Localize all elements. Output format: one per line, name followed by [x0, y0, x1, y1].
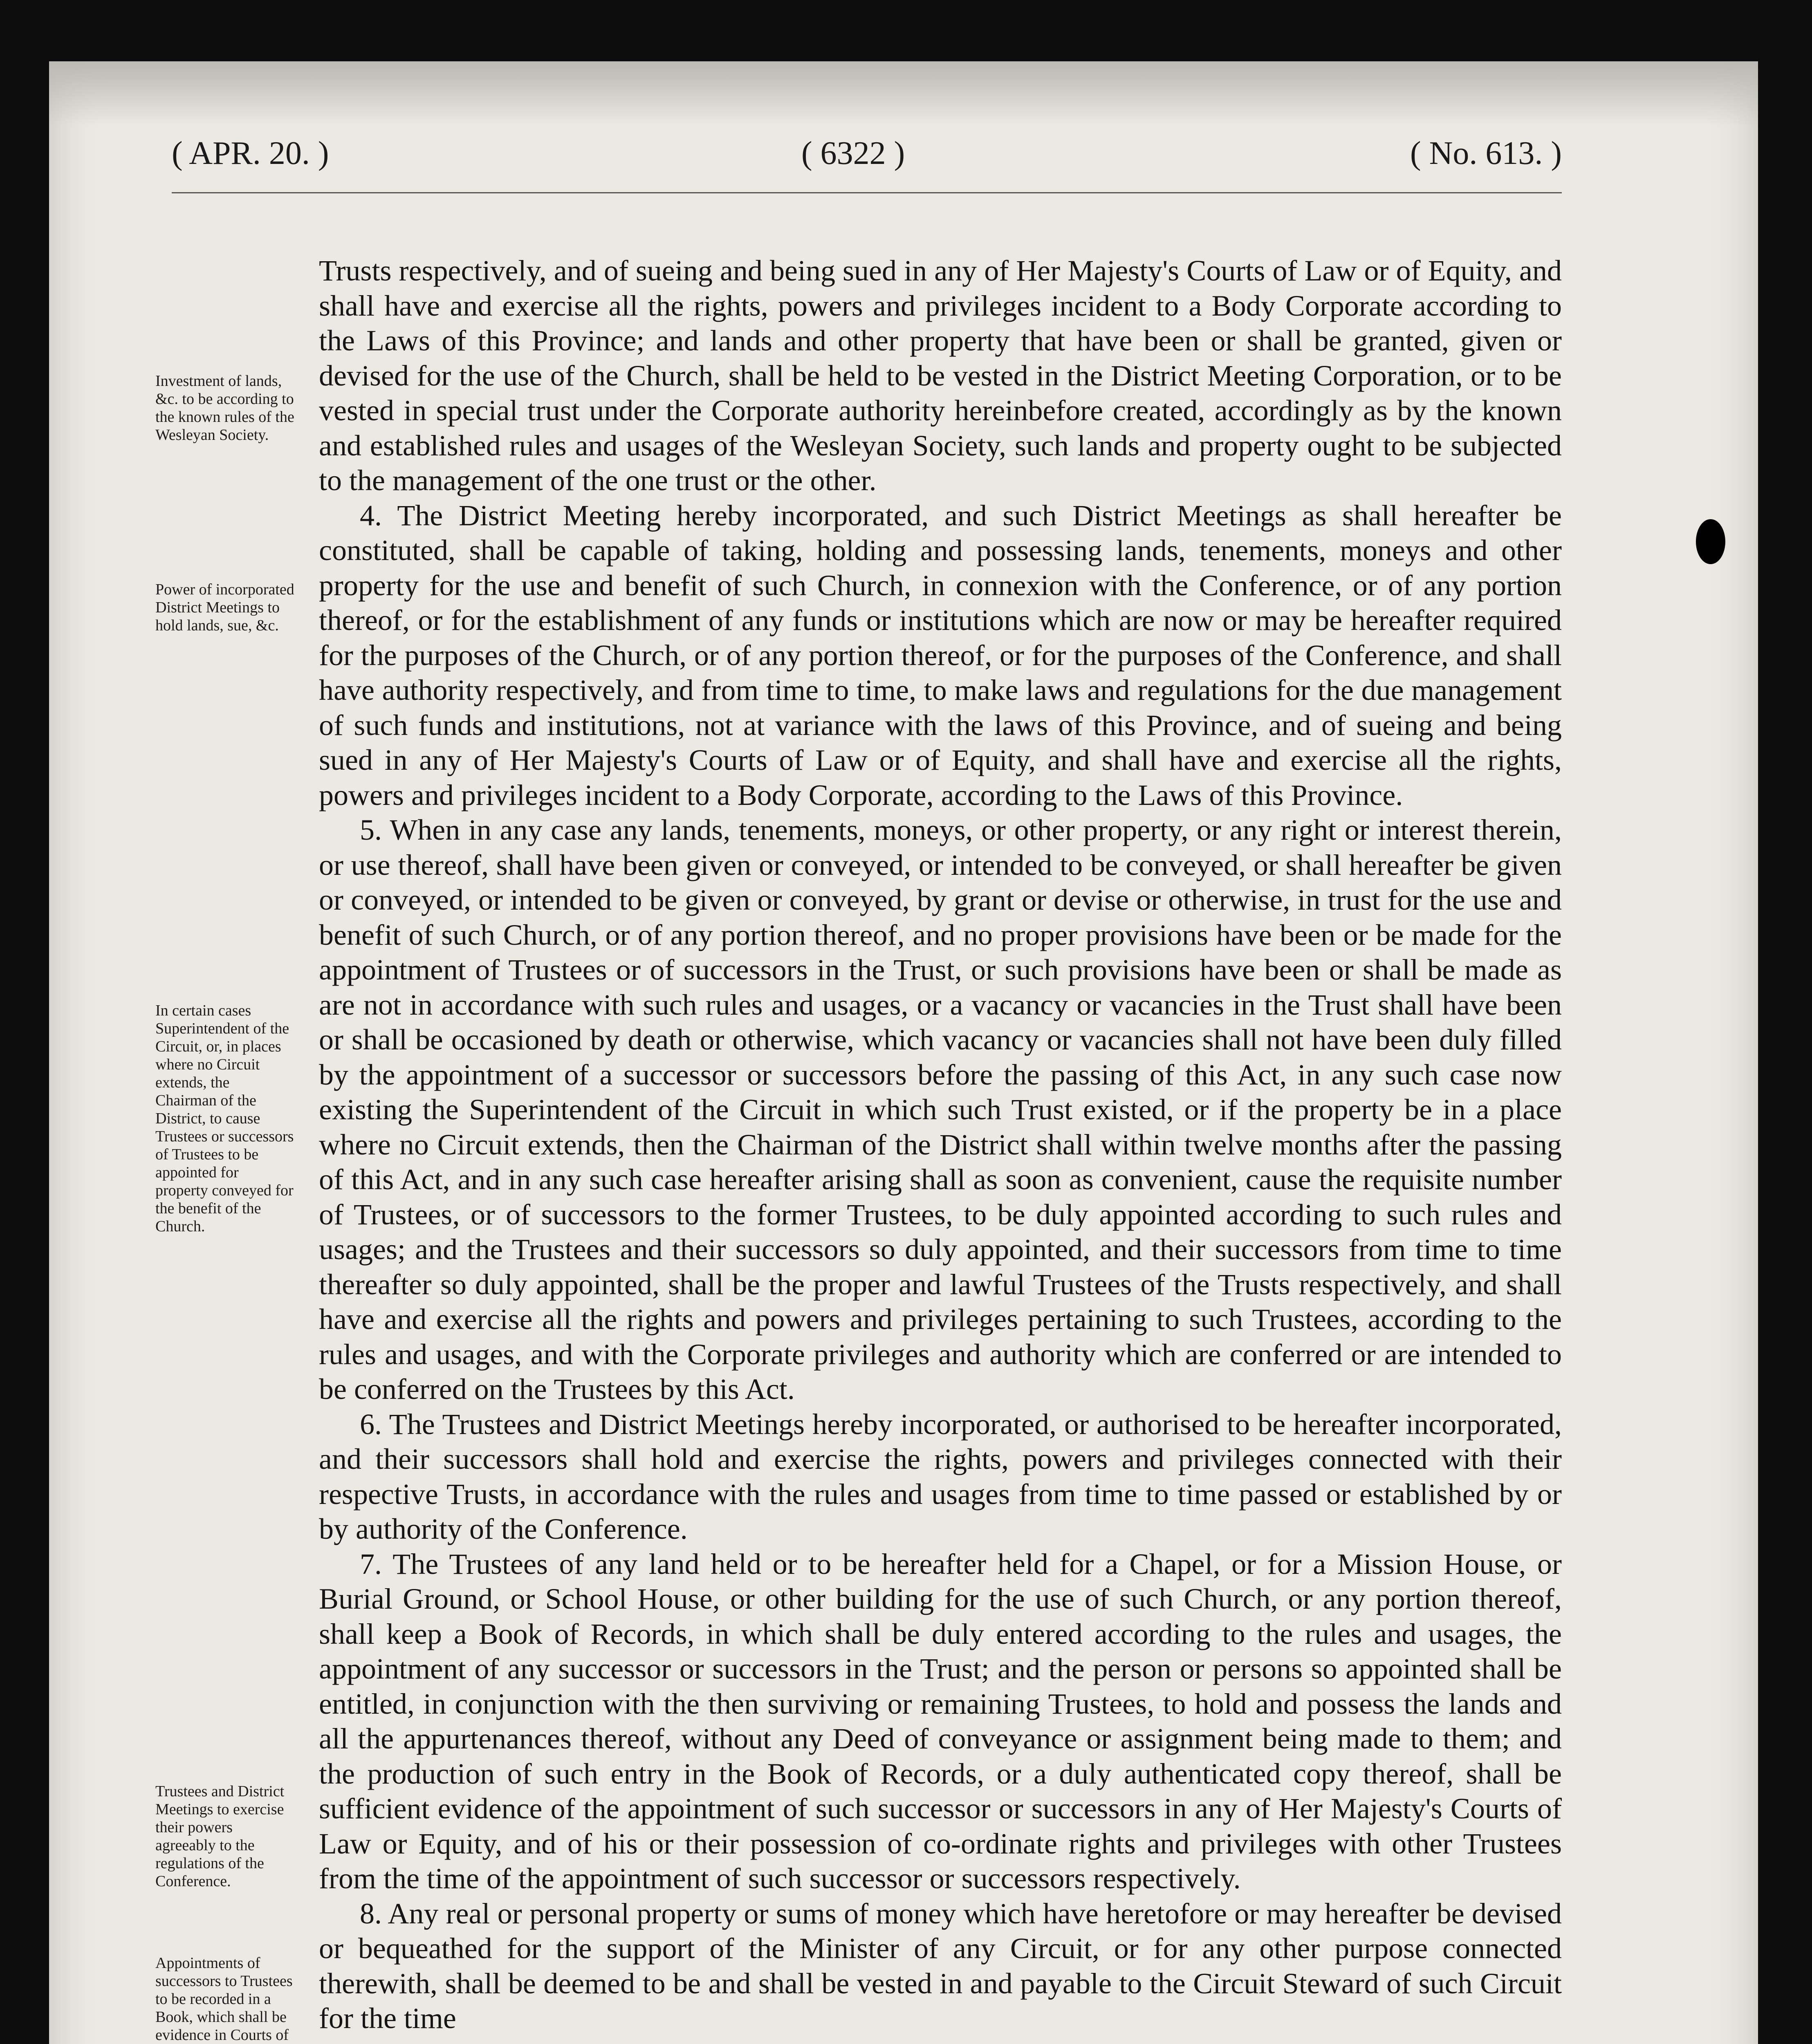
page-top-shadow	[49, 61, 1758, 127]
margin-note: Trustees and District Meetings to exercise their powers agreeably to the regulations of the Conference.	[155, 1783, 285, 1890]
ink-blot	[1696, 519, 1725, 564]
section-5: 5. When in any case any lands, tenements, moneys, or other property, or any right or interest therein, or use thereof, shall have been given or conveyed, or intended to be conveyed, or shall hereafter be given or conveyed, or intended to be given or conveyed, by grant or devise or otherwise, in trust for the use and benefit of such Church, or of any portion thereof, and no proper provisions have been or be made for the appointment of Trustees or of successors in the Trust, or such provisions have been or shall be made as are not in accordance with such rules and usages, or a vacancy or vacancies in the Trust shall have been or shall be occasioned by death or otherwise, which vacancy or vacancies shall not have been duly filled by the appointment of a successor or successors before the passing of this Act, in any such case now existing the Superintendent of the Circuit in which such Trust existed, or if the property be in a place where no Circuit extends, then the Chairman of the District shall within twelve months after the passing of this Act, and in any such case hereafter arising shall as soon as convenient, cause the requisite number of Trustees, or of successors to the former Trustees, to be duly appointed according to such rules and usages; and the Trustees and their successors so duly appointed, and their successors from time to time thereafter so duly appointed, shall be the proper and lawful Trustees of the Trusts respectively, and shall have and exercise all the rights and powers and privileges pertaining to such Trustees, according to the rules and usages, and with the Corporate privileges and authority which are conferred or are intended to be conferred on the Trustees by this Act.	[319, 814, 1562, 1405]
header-date: ( APR. 20. )	[172, 135, 329, 171]
margin-note: Investment of lands, &c. to be according to the known rules of the Wesleyan Society.	[155, 372, 294, 444]
header-act-number: ( No. 613. )	[1410, 135, 1562, 171]
header-page-number: ( 6322 )	[801, 135, 905, 171]
page-header	[172, 135, 1562, 200]
act-body	[319, 253, 1562, 2036]
section-8: 8. Any real or personal property or sums of money which have heretofore or may hereafter be devised or bequeathed for the support of the Minister of any Circuit, or for any other purpose connected therewith, shall be deemed to be and shall be vested in and payable to the Circuit Steward of such Circuit for the time	[319, 1897, 1562, 2035]
section-7: 7. The Trustees of any land held or to be hereafter held for a Chapel, or for a Mission House, or Burial Ground, or School House, or other building for the use of such Church, or any portion thereof, shall keep a Book of Records, in which shall be duly entered according to the rules and usages, the appointment of any successor or successors in the Trust; and the person or persons so appointed shall be entitled, in conjunction with the then surviving or remaining Trustees, to hold and possess the lands and all the appurtenances thereof, without any Deed of conveyance or assignment being made to them; and the production of such entry in the Book of Records, or a duly authenticated copy thereof, shall be sufficient evidence of the appointment of such successor or successors in any of Her Majesty's Courts of Law or Equity, and of his or their possession of co-ordinate rights and privileges with other Trustees from the time of the appointment of such successor or successors respectively.	[319, 1547, 1562, 1895]
margin-note: Power of incorporated District Meetings to hold lands, sue, &c.	[155, 581, 294, 634]
section-6: 6. The Trustees and District Meetings hereby incorporated, or authorised to be hereafter incorporated, and their successors shall hold and exercise the rights, powers and privileges connected with their respective Trusts, in accordance with the rules and usages from time to time passed or established by or by authority of the Conference.	[319, 1407, 1562, 1545]
header-rule	[172, 192, 1562, 193]
section-4: 4. The District Meeting hereby incorporated, and such District Meetings as shall hereafter be constituted, shall be capable of taking, holding and possessing lands, tenements, moneys and other property for the use and benefit of such Church, in connexion with the Conference, or of any portion thereof, or for the establishment of any funds or institutions which are now or may be hereafter required for the purposes of the Church, or of any portion thereof, or for the purposes of the Conference, and shall have authority respectively, and from time to time, to make laws and regulations for the due management of such funds and institutions, not at variance with the laws of this Province, and of sueing and being sued in any of Her Majesty's Courts of Law or of Equity, and shall have and exercise all the rights, powers and privileges incident to a Body Corporate, according to the Laws of this Province.	[319, 499, 1562, 811]
margin-note: Appointments of successors to Trustees to be recorded in a Book, which shall be evidence in Courts of	[155, 1954, 293, 2044]
margin-note: In certain cases Superintendent of the Circuit, or, in places where no Circuit extends, the Chairman of the District, to cause Trustees or successors of Trustees to be appointed for property conveyed for the benefit of the Church.	[155, 1002, 294, 1235]
paragraph-continuation: Trusts respectively, and of sueing and being sued in any of Her Majesty's Courts of Law or of Equity, and shall have and exercise all the rights, powers and privileges incident to a Body Corporate according to the Laws of this Province; and lands and other property that have been or shall be granted, given or devised for the use of the Church, shall be held to be vested in the District Meeting Corporation, or to be vested in special trust under the Corporate authority hereinbefore created, accordingly as by the known and established rules and usages of the Wesleyan Society, such lands and property ought to be subjected to the management of the one trust or the other.	[319, 254, 1562, 497]
